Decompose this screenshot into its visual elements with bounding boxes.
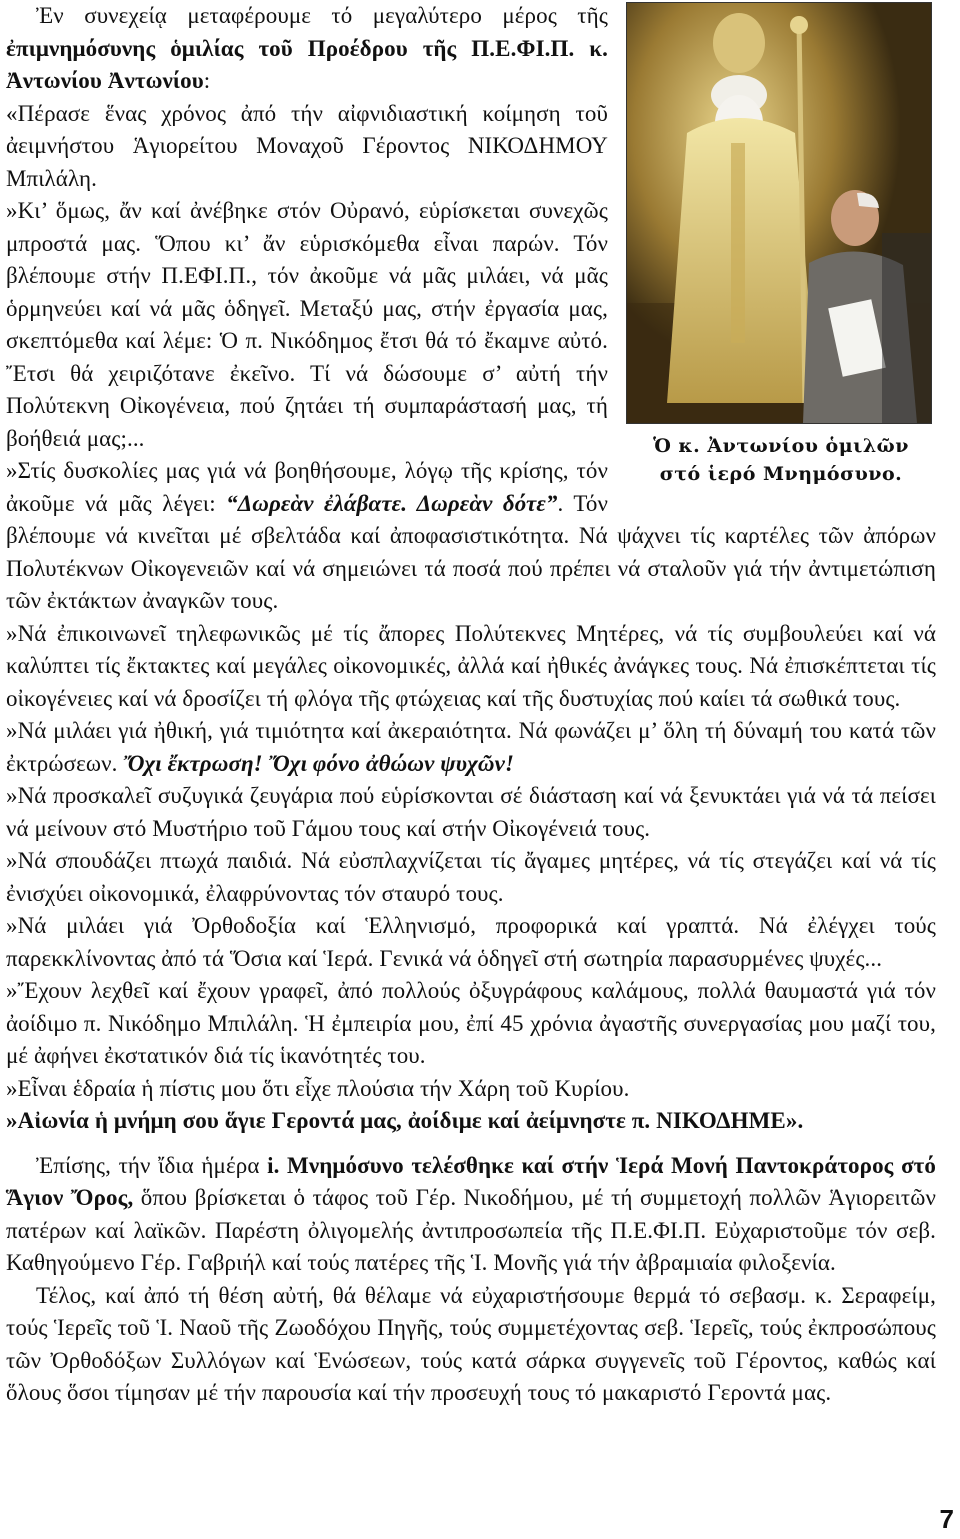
quote-p3-emphasis: “Δωρεὰν ἐλάβατε. Δωρεὰν δότε” <box>226 490 558 516</box>
quote-paragraph-4: »Νά ἐπικοινωνεῖ τηλεφωνικῶς μέ τίς ἄπορες Πολύτεκνες Μητέρες, νά τίς συμβουλεύει καί νά καλύπτει τίς ἔκτακτες καί μεγάλες οἰκονομικές, ἀλλά καί ἠθικές ἀνάγκες τους. Νά ἐπισκέπτεται τίς οἰκογένειες καί νά δροσίζει τή φλόγα τῆς φτώχειας καί τῆς δυστυχίας πού καίει τά σωθικά τους. <box>6 620 936 711</box>
quote-paragraph-6: »Νά προσκαλεῖ συζυγικά ζευγάρια πού εὑρίσκονται σέ διάσταση καί νά ξενυκτάει γιά νά τά πείσει νά μείνουν στό Μυστήριο τοῦ Γάμου τους καί στήν Οἰκογένειά τους. <box>6 783 936 841</box>
quote-p5-text: »Νά μιλάει γιά ἠθική, γιά τιμιότητα καί ἀκεραιότητα. Νά φωνάζει μ’ ὅλη τή δύναμή του κατά τῶν ἐκτρώσεων. <box>6 718 936 776</box>
photo-caption <box>626 432 936 488</box>
quote-paragraph-1: «Πέρασε ἕνας χρόνος ἀπό τήν αἰφνιδιαστική κοίμηση τοῦ ἀειμνήστου Ἁγιορείτου Μοναχοῦ Γέροντος ΝΙΚΟΔΗΜΟΥ Μπιλάλη. <box>6 100 608 191</box>
photo-figure <box>626 2 936 490</box>
caption-line-1: Ὁ κ. Ἀντωνίου ὁμιλῶν <box>653 435 909 457</box>
caption-line-2: στό ἱερό Μνημόσυνο. <box>659 463 903 485</box>
intro-text: Ἐν συνεχείᾳ μεταφέρουμε τό μεγαλύτερο μέρος τῆς <box>36 3 608 28</box>
quote-p3-text: »Στίς δυσκολίες μας γιά νά βοηθήσουμε, λόγῳ τῆς κρίσης, τόν ἀκοῦμε νά μᾶς λέγει: <box>6 458 608 516</box>
quote-paragraph-10: »Εἶναι ἑδραία ἡ πίστις μου ὅτι εἶχε πλούσια τήν Χάρη τοῦ Κυρίου. <box>6 1075 630 1101</box>
monastery-paragraph <box>6 1150 936 1280</box>
quote-p5-emphasis: Ὄχι ἔκτρωση! Ὄχι φόνο ἀθώων ψυχῶν! <box>123 750 515 776</box>
quote-paragraph-7: »Νά σπουδάζει πτωχά παιδιά. Νά εὐσπλαχνίζεται τίς ἄγαμες μητέρες, νά τίς στεγάζει καί νά τίς ἐνισχύει οἰκονομικά, ἐλαφρύνοντας τόν σταυρό τους. <box>6 848 936 906</box>
photo-illustration <box>627 3 931 423</box>
monastery-bold: i. Μνημόσυνο τελέσθηκε καί στήν Ἱερά Μονή Παντοκράτορος στό Ἅγιον Ὄρος, <box>6 1152 936 1210</box>
quote-paragraph-9: »Ἔχουν λεχθεῖ καί ἔχουν γραφεῖ, ἀπό πολλούς ὀξυγράφους καλάμους, πολλά θαυμαστά γιά τόν ἀοίδιμο π. Νικόδημο Μπιλάλη. Ἡ ἐμπειρία μου, ἐπί 45 χρόνια ἀγαστῆς συνεργασίας μου μαζί του, μέ ἀφήνει ἐκστατικόν διά τίς ἱκανότητές του. <box>6 978 936 1068</box>
intro-colon: : <box>203 68 211 93</box>
page-number: 7 <box>939 1504 954 1534</box>
article-text <box>6 0 936 1410</box>
monastery-text: Ἐπίσης, τήν ἴδια ἡμέρα <box>36 1152 268 1178</box>
quote-p3-rest: . Τόν βλέπουμε νά κινεῖται μέ σβελτάδα καί ἀποφασιστικότητα. Νά ψάχνει τίς καρτέλες τῶν ἀπόρων Πολυτέκνων Οἰκογενειῶν καί νά σημειώνει τά ποσά πού πρέπει νά σταλοῦν γιά τήν ἀντιμετώπιση τῶν ἐκτάκτων ἀναγκῶν τους. <box>6 490 936 613</box>
monastery-rest: ὅπου βρίσκεται ὁ τάφος τοῦ Γέρ. Νικοδήμου, μέ τή συμμετοχή πολλῶν Ἁγιορειτῶν πατέρων καί λαϊκῶν. Παρέστη ὀλιγομελής ἀντιπροσωπεία τῆς Π.Ε.ΦΙ.Π. Εὐχαριστοῦμε τόν σεβ. Καθηγούμενο Γέρ. Γαβριήλ καί τούς πατέρες τῆς Ἱ. Μονῆς γιά τήν ἀβραμιαία φιλοξενία. <box>6 1185 937 1275</box>
memorial-photo <box>626 2 932 424</box>
quote-paragraph-2: »Κι’ ὅμως, ἄν καί ἀνέβηκε στόν Οὐρανό, εὑρίσκεται συνεχῶς μπροστά μας. Ὅπου κι’ ἄν εὑρισκόμεθα εἶναι παρών. Τόν βλέπουμε στήν Π.ΕΦΙ.Π., τόν ἀκοῦμε νά μᾶς μιλάει, νά μᾶς ὁρμηνεύει καί νά μᾶς ὁδηγεῖ. Μεταξύ μας, στήν ἐργασία μας, σκεπτόμεθα καί λέμε: Ὁ π. Νικόδημος ἔτσι θά τό ἔκαμνε αὐτό. Ἔτσι θά χειριζότανε ἐκεῖνο. Τί νά δώσουμε σ’ αὐτή τήν Πολύτεκνη Οἰκογένεια, πού ζητάει τή συμπαράστασή μας, τή βοήθειά μας;... <box>6 198 608 451</box>
quote-closing: »Αἰωνία ἡ μνήμη σου ἅγιε Γεροντά μας, ἀοίδιμε καί ἀείμνηστε π. ΝΙΚΟΔΗΜΕ». <box>6 1108 804 1133</box>
thanks-paragraph: Τέλος, καί ἀπό τή θέση αὐτή, θά θέλαμε νά εὐχαριστήσουμε θερμά τό σεβασμ. κ. Σεραφείμ, τούς Ἱερεῖς τοῦ Ἱ. Ναοῦ τῆς Ζωοδόχου Πηγῆς, τούς συμμετέχοντας σεβ. Ἱερεῖς, τούς ἐκπροσώπους τῶν Ὀρθοδόξων Συλλόγων καί Ἑνώσεων, τούς κατά σάρκα συγγενεῖς τοῦ Γέροντος, καθώς καί ὅλους ὅσοι τίμησαν μέ τήν παρουσία καί τήν προσευχή τους τό μακαριστό Γεροντά μας. <box>6 1282 936 1405</box>
quote-paragraph-5 <box>6 715 936 780</box>
quote-paragraph-8: »Νά μιλάει γιά Ὀρθοδοξία καί Ἑλληνισμό, προφορικά καί γραπτά. Νά ἐλέγχει τούς παρεκκλίνοντας ἀπό τά Ὅσια καί Ἱερά. Γενικά νά ὁδηγεῖ στή σωτηρία παρασυρμένες ψυχές... <box>6 913 936 971</box>
intro-bold-title: ἐπιμνημόσυνης ὁμιλίας τοῦ Προέδρου τῆς Π.Ε.ΦΙ.Π. κ. Ἀντωνίου Ἀντωνίου <box>6 35 608 93</box>
